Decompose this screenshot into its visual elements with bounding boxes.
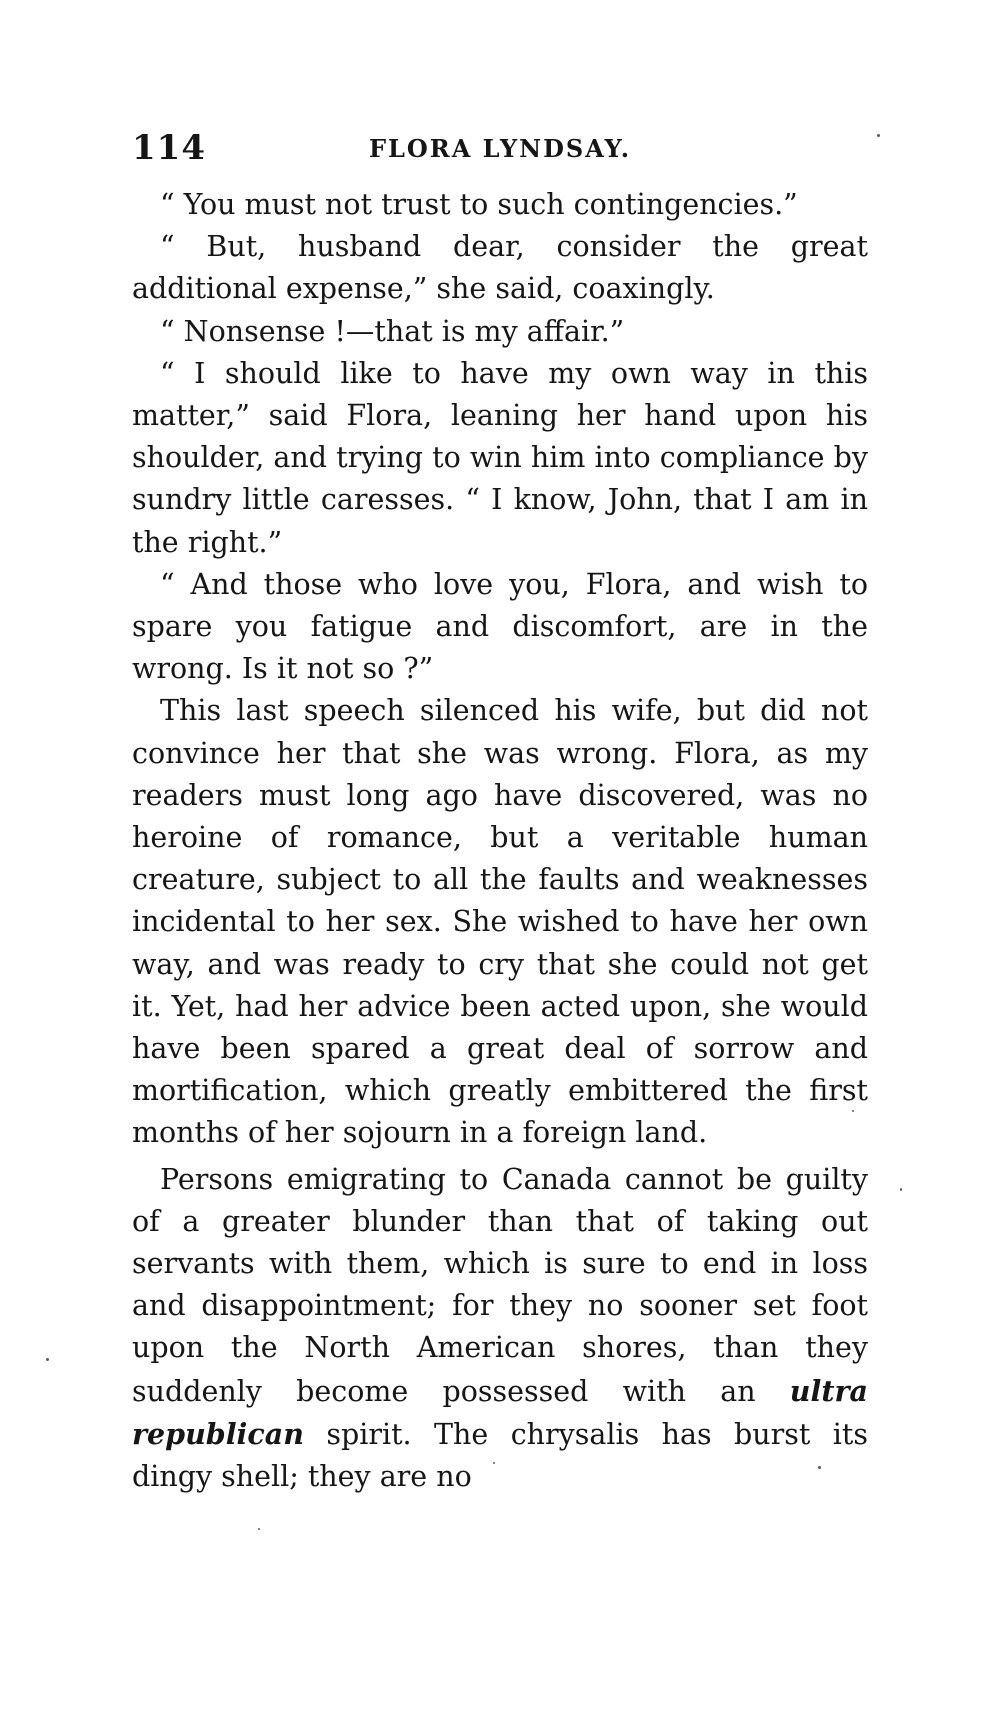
paragraph-3: “ Nonsense !—that is my affair.” bbox=[160, 314, 625, 348]
print-speck bbox=[877, 134, 880, 137]
paragraph-7-text-before: Persons emigrating to Canada cannot be guilty of a greater blunder than that of taking out servants with them, which is sure to end in loss and disappointment; for they no sooner set foot upon the North American shores, than they suddenly become possessed with an bbox=[132, 1162, 868, 1408]
running-title: FLORA LYNDSAY. bbox=[368, 134, 632, 163]
paragraph-7-text-after: spirit. The chrysalis has burst its dingy shell; they are no bbox=[132, 1417, 868, 1494]
paragraph-7-italic: ultra republican bbox=[132, 1373, 868, 1451]
print-speck bbox=[900, 1188, 902, 1191]
print-speck bbox=[818, 1466, 821, 1469]
print-speck bbox=[493, 1462, 495, 1464]
paragraph-1: “ You must not trust to such contingencies.” bbox=[160, 188, 798, 221]
paragraph-6: This last speech silenced his wife, but did not convince her that she was wrong. Flora, as my readers must long ago have discovered, was no heroine of romance, but a veritable human creature, subject to all the faults and weaknesses incidental to her sex. She wished to have her own way, and was ready to cry that she could not get it. Yet, had her advice been acted upon, she would have been spared a great deal of sorrow and mortification, which greatly embittered the first months of her sojourn in a foreign land. bbox=[132, 694, 868, 1150]
paragraph-2: “ But, husband dear, consider the great additional expense,” she said, coaxingly. bbox=[132, 230, 868, 306]
paragraph-4: “ I should like to have my own way in this matter,” said Flora, leaning her hand upon his shoulder, and trying to win him into compliance by sundry little caresses. “ I know, John, that I am in the right.” bbox=[132, 356, 868, 559]
print-speck bbox=[852, 1110, 854, 1112]
print-speck bbox=[46, 1358, 49, 1361]
page-number: 114 bbox=[132, 128, 206, 168]
paragraph-5: “ And those who love you, Flora, and wish to spare you fatigue and discomfort, are in the wrong. Is it not so ?” bbox=[132, 567, 868, 686]
print-speck bbox=[258, 1528, 260, 1530]
running-head bbox=[132, 128, 868, 168]
paragraph-7 bbox=[132, 1159, 868, 1499]
body-text bbox=[132, 184, 868, 1498]
